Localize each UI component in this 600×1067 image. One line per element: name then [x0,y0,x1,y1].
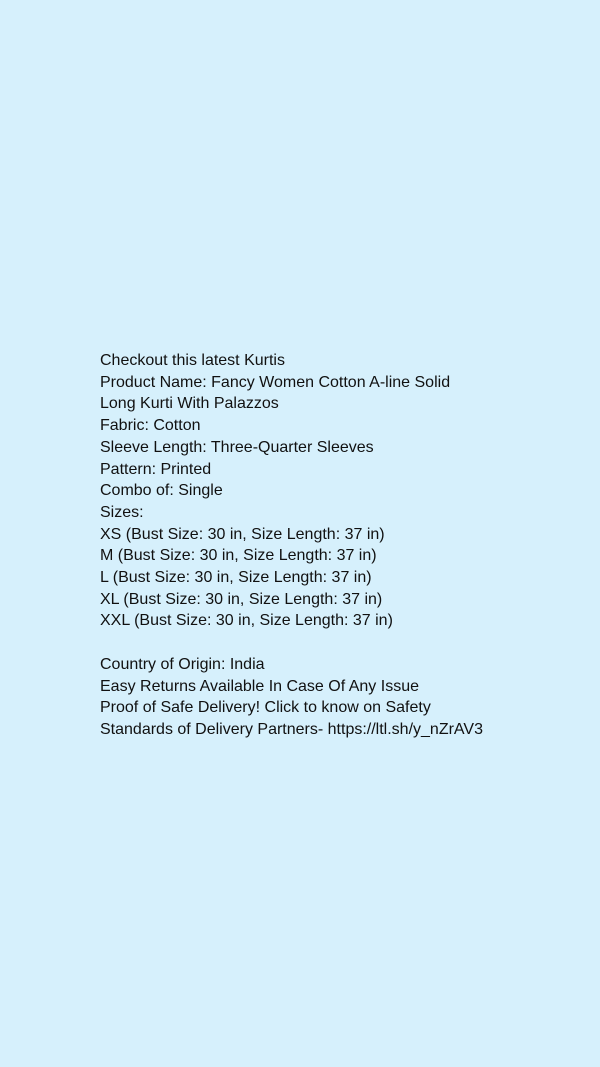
pattern-line: Pattern: Printed [100,460,212,478]
size-m-line: M (Bust Size: 30 in, Size Length: 37 in) [100,547,377,565]
product-name-line: Product Name: Fancy Women Cotton A-line Solid [100,373,451,391]
size-xxl-line: XXL (Bust Size: 30 in, Size Length: 37 in) [100,612,393,630]
product-description [100,350,580,741]
product-name-line-continued: Long Kurti With Palazzos [100,395,279,413]
sizes-heading: Sizes: [100,503,144,521]
combo-line: Combo of: Single [100,482,223,500]
intro-line: Checkout this latest Kurtis [100,352,285,369]
size-l-line: L (Bust Size: 30 in, Size Length: 37 in) [100,569,372,587]
blank-line [100,632,580,654]
delivery-standards-line: Standards of Delivery Partners- https://ltl.sh/y_nZrAV3 [100,720,483,738]
delivery-proof-line: Proof of Safe Delivery! Click to know on Safety [100,699,431,717]
country-of-origin-line: Country of Origin: India [100,655,265,673]
returns-line: Easy Returns Available In Case Of Any Issue [100,677,419,695]
size-xs-line: XS (Bust Size: 30 in, Size Length: 37 in) [100,525,385,543]
size-xl-line: XL (Bust Size: 30 in, Size Length: 37 in) [100,590,383,608]
sleeve-length-line: Sleeve Length: Three-Quarter Sleeves [100,438,374,456]
fabric-line: Fabric: Cotton [100,417,201,435]
